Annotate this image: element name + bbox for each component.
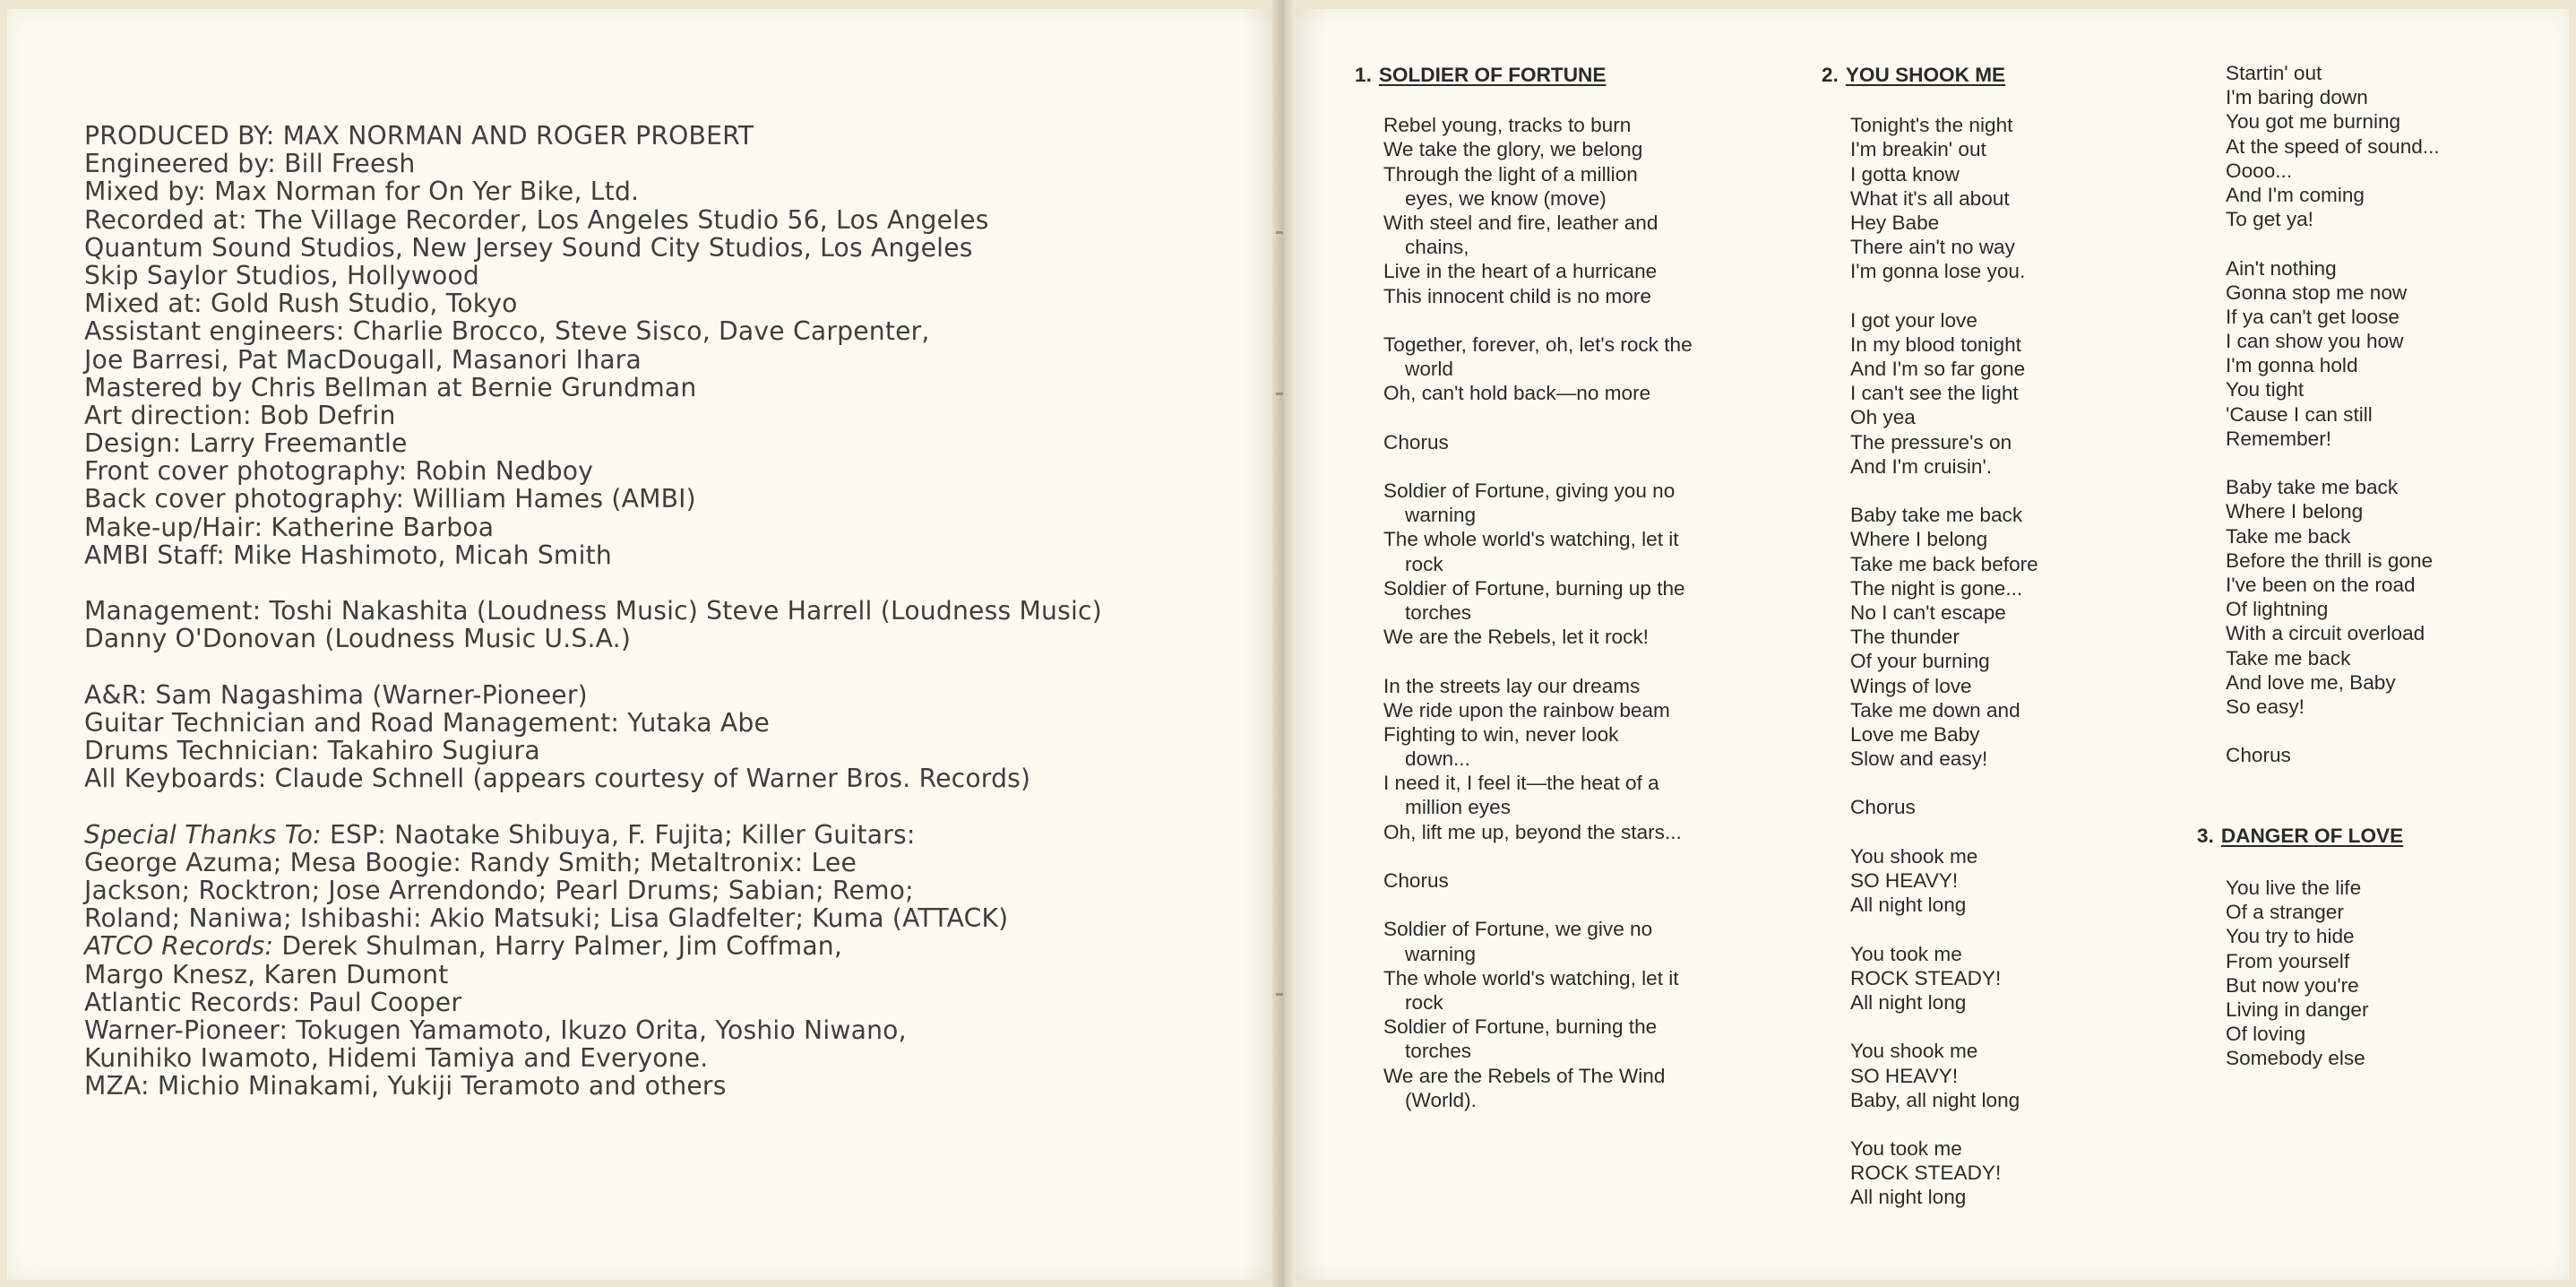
- song-heading: [1355, 63, 1693, 87]
- right-page-shadow: [1296, 9, 1328, 1280]
- lyric-line: Living in danger: [2226, 998, 2369, 1021]
- lyric-line: Slow and easy!: [1850, 747, 1988, 771]
- lyric-line: Soldier of Fortune, giving you no: [1383, 479, 1676, 503]
- lyric-line: chains,: [1405, 236, 1469, 259]
- credit-line: Jackson; Rocktron; Jose Arrendondo; Pearl Drums; Sabian; Remo;: [84, 876, 914, 906]
- lyric-line: Where I belong: [1850, 528, 1988, 551]
- credit-line: Warner-Pioneer: Tokugen Yamamoto, Ikuzo Orita, Yoshio Niwano,: [84, 1015, 907, 1045]
- credit-line: Back cover photography: William Hames (AMBI): [84, 484, 696, 514]
- credit-line: Recorded at: The Village Recorder, Los Angeles Studio 56, Los Angeles: [84, 204, 989, 235]
- lyric-line: Before the thrill is gone: [2226, 548, 2434, 572]
- song-you-shook-me-continued: [2197, 61, 2440, 767]
- stanza-break: [1850, 1015, 2038, 1039]
- credit-line: Mixed at: Gold Rush Studio, Tokyo: [84, 289, 518, 319]
- lyric-line: Together, forever, oh, let's rock the: [1383, 333, 1693, 356]
- lyric-line: Soldier of Fortune, burning up the: [1383, 576, 1685, 600]
- credit-line: Mastered by Chris Bellman at Bernie Grundman: [84, 372, 697, 402]
- lyric-line: All night long: [1850, 894, 1967, 917]
- credit-line: MZA: Michio Minakami, Yukiji Teramoto and others: [84, 1071, 727, 1101]
- lyric-line: You took me: [1850, 942, 1962, 965]
- lyric-line: 'Cause I can still: [2226, 402, 2373, 426]
- credits-spacer: [84, 569, 1267, 597]
- song-lyrics: [1850, 113, 2038, 1209]
- song-title: YOU SHOOK ME: [1845, 64, 2006, 86]
- lyric-line: I can't see the light: [1850, 382, 2019, 405]
- lyric-line: I'm baring down: [2226, 86, 2368, 109]
- lyric-line: rock: [1405, 552, 1443, 575]
- credit-line: Kunihiko Iwamoto, Hidemi Tamiya and Everyone.: [84, 1043, 709, 1074]
- lyric-line: Take me back: [2226, 524, 2351, 548]
- credit-line: Special Thanks To: ESP: Naotake Shibuya, F. Fujita; Killer Guitars:: [84, 819, 916, 850]
- lyric-line: million eyes: [1405, 796, 1512, 819]
- song-heading-danger-of-love: [2197, 825, 2403, 848]
- credit-line: Design: Larry Freemantle: [84, 428, 408, 459]
- credit-line: Art direction: Bob Defrin: [84, 400, 396, 430]
- lyric-line: You shook me: [1850, 1040, 1978, 1063]
- stanza-break: [1850, 820, 2038, 844]
- lyric-line: I gotta know: [1850, 162, 1960, 186]
- lyric-line: eyes, we know (move): [1405, 186, 1607, 210]
- lyric-line: The thunder: [1850, 626, 1960, 649]
- lyric-line: But now you're: [2226, 973, 2359, 997]
- lyric-line: We take the glory, we belong: [1383, 138, 1643, 161]
- lyric-line: Baby, all night long: [1850, 1088, 2020, 1111]
- lyric-line: Rebel young, tracks to burn: [1383, 114, 1632, 137]
- lyric-line: So easy!: [2226, 695, 2305, 718]
- lyric-line: Of your burning: [1850, 650, 1990, 673]
- lyric-line: torches: [1405, 600, 1472, 624]
- lyric-line: All night long: [1850, 990, 1967, 1014]
- stanza-break: [1383, 893, 1693, 917]
- credits-spacer: [84, 653, 1267, 681]
- lyric-line: Chorus: [1383, 430, 1449, 453]
- stanza-break: [1850, 479, 2038, 503]
- lyric-line: And I'm so far gone: [1850, 358, 2026, 381]
- lyric-line: Hey Babe: [1850, 211, 1940, 234]
- lyric-line: Wings of love: [1850, 674, 1972, 697]
- credit-line: Quantum Sound Studios, New Jersey Sound City Studios, Los Angeles: [84, 232, 973, 263]
- stanza-break: [1850, 284, 2038, 308]
- credit-line: Make-up/Hair: Katherine Barboa: [84, 512, 495, 542]
- credit-line: ATCO Records: Derek Shulman, Harry Palmer, Jim Coffman,: [84, 931, 843, 962]
- lyric-line: In my blood tonight: [1850, 333, 2021, 356]
- lyric-line: Soldier of Fortune, we give no: [1383, 918, 1653, 941]
- credit-line: Assistant engineers: Charlie Brocco, Steve Sisco, Dave Carpenter,: [84, 316, 930, 347]
- lyric-line: Chorus: [1850, 796, 1916, 819]
- lyric-line: The whole world's watching, let it: [1383, 966, 1679, 989]
- stanza-break: [2226, 231, 2440, 255]
- lyric-line: down...: [1405, 747, 1470, 771]
- lyric-line: We are the Rebels, let it rock!: [1383, 626, 1649, 649]
- credit-line: Engineered by: Bill Freesh: [84, 149, 416, 179]
- credit-line: George Azuma; Mesa Boogie: Randy Smith; Metaltronix: Lee: [84, 847, 857, 877]
- stanza-break: [1850, 1112, 2038, 1136]
- lyric-line: Take me back before: [1850, 552, 2038, 575]
- lyric-line: I'm breakin' out: [1850, 138, 1986, 161]
- lyric-line: Gonna stop me now: [2226, 281, 2408, 304]
- song-number: 1.: [1355, 64, 1372, 86]
- stanza-break: [1383, 405, 1693, 429]
- song-heading: [1822, 63, 2038, 87]
- lyric-line: From yourself: [2226, 949, 2350, 972]
- lyric-line: To get ya!: [2226, 208, 2313, 231]
- credits-spacer: [84, 793, 1267, 821]
- lyric-line: And love me, Baby: [2226, 670, 2396, 694]
- lyric-line: Oh, can't hold back—no more: [1383, 382, 1651, 405]
- lyric-line: world: [1405, 358, 1453, 381]
- stanza-break: [1383, 844, 1693, 868]
- lyric-line: Fighting to win, never look: [1383, 722, 1619, 746]
- lyric-line: The night is gone...: [1850, 576, 2023, 600]
- page-mark: [1276, 393, 1283, 395]
- lyric-line: I've been on the road: [2226, 573, 2416, 596]
- lyric-line: Chorus: [2226, 744, 2291, 767]
- song-lyrics-danger-of-love: [2226, 876, 2369, 1071]
- lyric-line: Take me down and: [1850, 698, 2020, 721]
- lyric-line: And I'm cruisin'.: [1850, 454, 1993, 478]
- song-title: SOLDIER OF FORTUNE: [1378, 64, 1607, 86]
- credit-line: Roland; Naniwa; Ishibashi: Akio Matsuki; Lisa Gladfelter; Kuma (ATTACK): [84, 903, 1009, 934]
- lyric-line: warning: [1405, 942, 1477, 965]
- credit-line: AMBI Staff: Mike Hashimoto, Micah Smith: [84, 540, 612, 570]
- credit-line: Drums Technician: Takahiro Sugiura: [84, 736, 540, 766]
- lyric-line: You try to hide: [2226, 925, 2355, 948]
- lyric-line: Tonight's the night: [1850, 114, 2013, 137]
- lyric-line: Ain't nothing: [2226, 256, 2337, 280]
- song-number: 3.: [2197, 825, 2214, 847]
- credit-line: Skip Saylor Studios, Hollywood: [84, 260, 479, 290]
- lyric-line: Baby take me back: [1850, 504, 2023, 527]
- lyric-line: rock: [1405, 990, 1443, 1014]
- lyric-line: If ya can't get loose: [2226, 305, 2399, 328]
- lyric-line: Through the light of a million: [1383, 162, 1638, 186]
- lyric-line: SO HEAVY!: [1850, 1064, 1959, 1087]
- lyric-line: Soldier of Fortune, burning the: [1383, 1015, 1658, 1039]
- lyric-line: The whole world's watching, let it: [1383, 528, 1679, 551]
- lyric-line: This innocent child is no more: [1383, 284, 1651, 307]
- stanza-break: [1850, 771, 2038, 795]
- lyric-line: We ride upon the rainbow beam: [1383, 698, 1670, 721]
- song-title: DANGER OF LOVE: [2220, 825, 2404, 847]
- booklet-spine: [1272, 0, 1296, 1287]
- credit-line: Danny O'Donovan (Loudness Music U.S.A.): [84, 624, 632, 654]
- stanza-break: [1850, 917, 2038, 941]
- credit-line: PRODUCED BY: MAX NORMAN AND ROGER PROBERT: [84, 121, 754, 151]
- lyric-line: At the speed of sound...: [2226, 134, 2440, 158]
- song-soldier-of-fortune: [1355, 63, 1693, 1112]
- credit-line: Front cover photography: Robin Nedboy: [84, 456, 594, 487]
- lyric-line: With a circuit overload: [2226, 622, 2425, 645]
- lyric-line: I got your love: [1850, 308, 1977, 332]
- lyric-line: Live in the heart of a hurricane: [1383, 260, 1658, 283]
- lyric-line: Oooo...: [2226, 159, 2293, 182]
- lyric-line: torches: [1405, 1040, 1472, 1063]
- lyric-line: You took me: [1850, 1137, 1962, 1161]
- lyric-line: We are the Rebels of The Wind: [1383, 1064, 1666, 1087]
- song-you-shook-me: [1822, 63, 2038, 1210]
- lyric-line: The pressure's on: [1850, 430, 2012, 453]
- stanza-break: [1383, 454, 1693, 479]
- lyric-line: In the streets lay our dreams: [1383, 674, 1641, 697]
- lyric-line: With steel and fire, leather and: [1383, 211, 1658, 234]
- lyric-line: You tight: [2226, 378, 2305, 402]
- lyric-line: Oh, lift me up, beyond the stars...: [1383, 820, 1682, 843]
- lyric-line: Of loving: [2226, 1023, 2306, 1046]
- stanza-break: [1383, 308, 1693, 333]
- song-lyrics: [2226, 61, 2440, 767]
- page-mark: [1276, 231, 1283, 234]
- credit-line: A&R: Sam Nagashima (Warner-Pioneer): [84, 679, 588, 710]
- page-mark: [1276, 993, 1283, 996]
- lyric-line: I can show you how: [2226, 330, 2404, 353]
- lyric-line: ROCK STEADY!: [1850, 966, 2002, 989]
- lyric-line: Take me back: [2226, 646, 2351, 669]
- stanza-break: [1383, 649, 1693, 673]
- lyric-line: You shook me: [1850, 844, 1978, 868]
- credit-line: Joe Barresi, Pat MacDougall, Masanori Ihara: [84, 344, 642, 375]
- credits-block: [84, 122, 1267, 1101]
- credit-line: Management: Toshi Nakashita (Loudness Music) Steve Harrell (Loudness Music): [84, 596, 1102, 626]
- lyric-line: Startin' out: [2226, 62, 2322, 84]
- lyric-line: warning: [1405, 504, 1477, 527]
- credit-line: Atlantic Records: Paul Cooper: [84, 987, 462, 1017]
- lyric-line: Baby take me back: [2226, 476, 2399, 499]
- credit-line: Margo Knesz, Karen Dumont: [84, 959, 449, 989]
- lyric-line: And I'm coming: [2226, 183, 2365, 206]
- lyric-line: No I can't escape: [1850, 600, 2006, 624]
- stanza-break: [2226, 451, 2440, 475]
- lyric-line: There ain't no way: [1850, 236, 2015, 259]
- lyric-line: You got me burning: [2226, 110, 2401, 134]
- lyric-line: What it's all about: [1850, 186, 2010, 210]
- lyric-line: ROCK STEADY!: [1850, 1162, 2002, 1185]
- lyric-line: I'm gonna hold: [2226, 354, 2358, 377]
- lyric-line: Oh yea: [1850, 406, 1916, 429]
- lyric-line: SO HEAVY!: [1850, 869, 1959, 893]
- lyric-line: Remember!: [2226, 427, 2332, 450]
- credit-line: Mixed by: Max Norman for On Yer Bike, Ltd.: [84, 177, 640, 207]
- lyric-line: Of a stranger: [2226, 901, 2344, 924]
- stanza-break: [2226, 719, 2440, 743]
- lyric-line: (World).: [1405, 1088, 1477, 1111]
- lyric-line: Love me Baby: [1850, 722, 1980, 746]
- lyric-line: I'm gonna lose you.: [1850, 260, 2026, 283]
- lyric-line: Where I belong: [2226, 500, 2364, 523]
- lyric-line: All night long: [1850, 1186, 1967, 1209]
- credit-line: All Keyboards: Claude Schnell (appears courtesy of Warner Bros. Records): [84, 764, 1031, 794]
- lyric-line: Chorus: [1383, 869, 1449, 893]
- lyric-line: Of lightning: [2226, 598, 2329, 621]
- song-number: 2.: [1822, 64, 1839, 86]
- credit-line: Guitar Technician and Road Management: Yutaka Abe: [84, 707, 771, 738]
- lyric-line: You live the life: [2226, 877, 2362, 899]
- lyric-line: I need it, I feel it—the heat of a: [1383, 772, 1659, 795]
- song-lyrics: [1383, 113, 1693, 1112]
- lyric-line: Somebody else: [2226, 1047, 2365, 1070]
